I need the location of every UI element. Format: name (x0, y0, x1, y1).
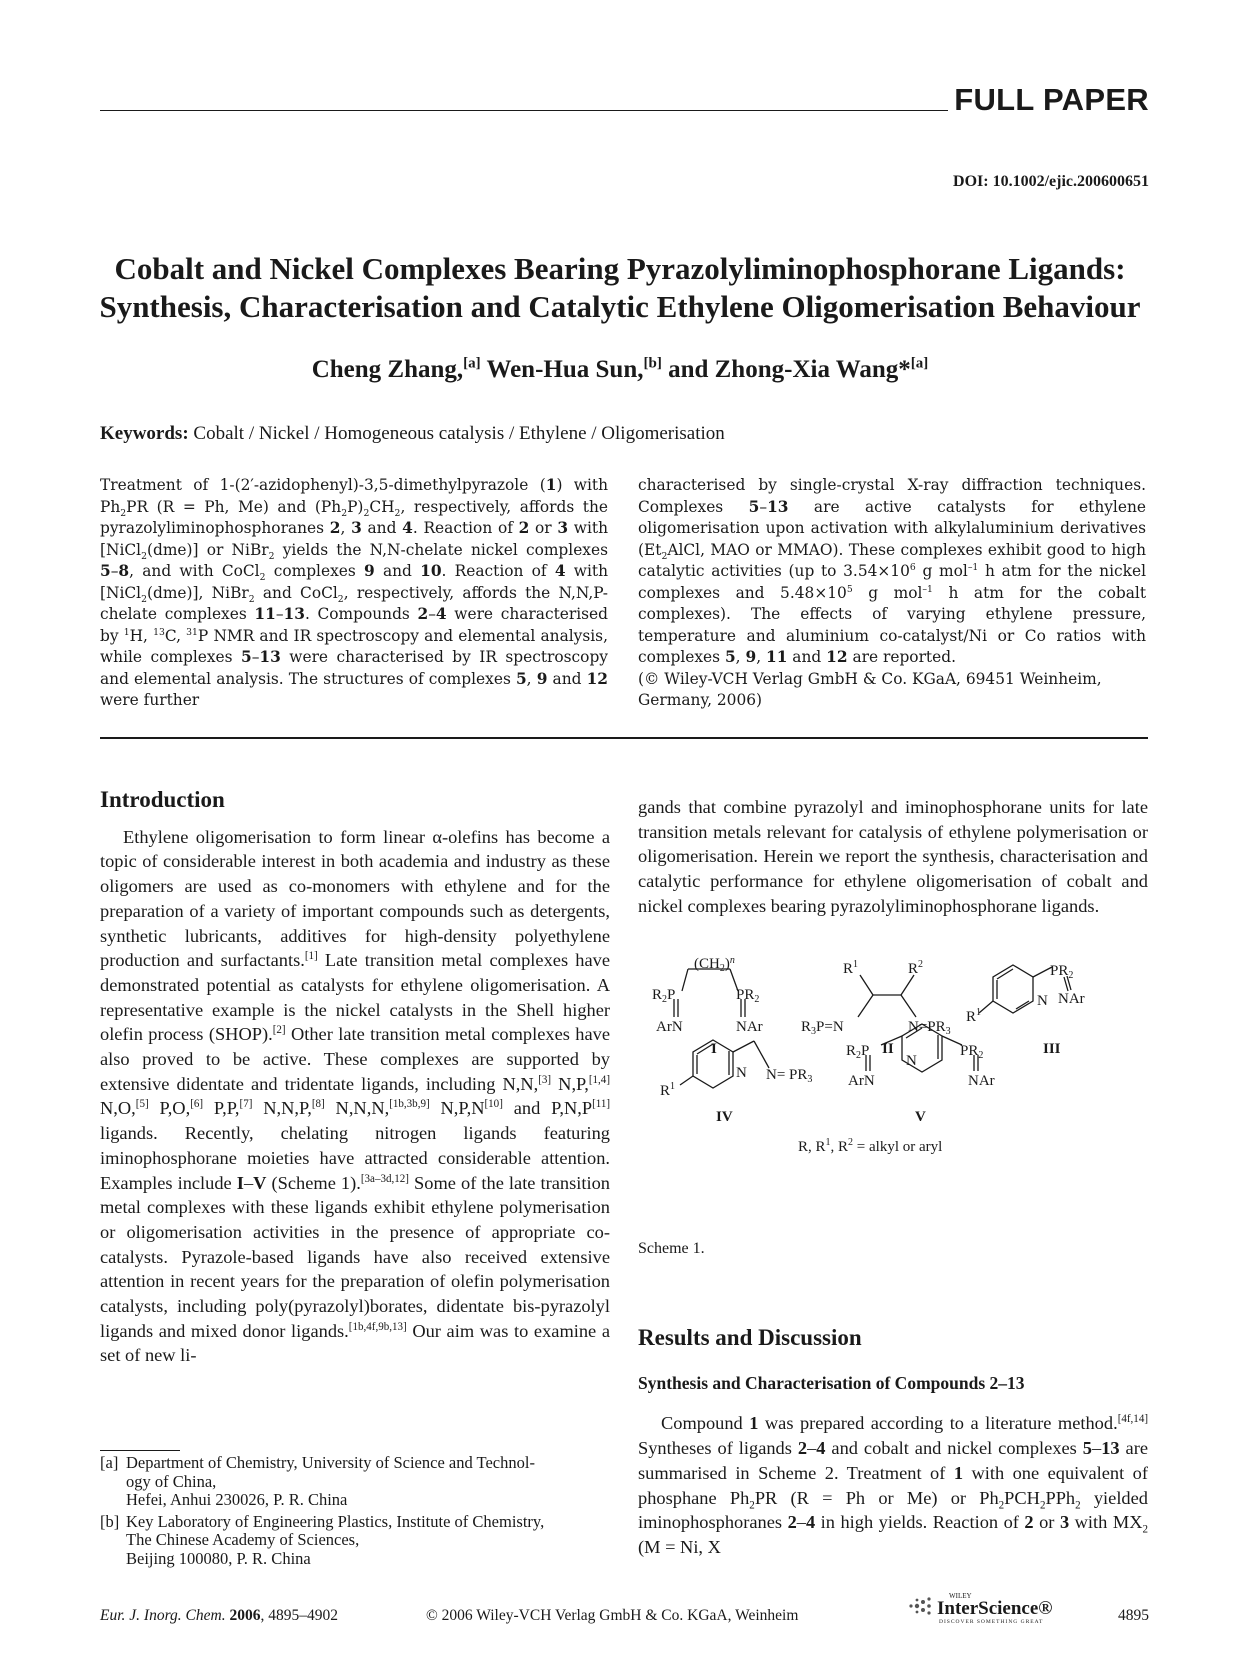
scheme-III-pr2: $PR_2$ (1050, 963, 1074, 981)
scheme-caption: Scheme 1. (638, 1240, 705, 1257)
scheme-I-nar: NAr (736, 1019, 763, 1035)
author-2: Wen-Hua Sun, (486, 356, 644, 383)
header-rule (100, 110, 948, 111)
interscience-logo (907, 1592, 1067, 1631)
scheme-IV-npr3: $N= PR_3$ (766, 1067, 813, 1085)
paper-title: Cobalt and Nickel Complexes Bearing Pyrazolyliminophosphorane Ligands: Synthesis, Characterisation and Catalytic Ethylene Oligomerisation Behaviour (99, 251, 1141, 324)
abstract-left: Treatment of 1-(2′-azidophenyl)-3,5-dimethylpyrazole (1) with $Ph_2PR$ (R = Ph, Me) and $(Ph_2P)_2CH_2$, respectively, affords the pyrazolyliminophosphoranes 2, 3 and 4. Reaction of 2 or 3 with [NiCl$_2$(dme)] or NiBr$_2$ yields the N,N-chelate nickel complexes 5–8, and with CoCl$_2$ complexes 9 and 10. Reaction of 4 with [NiCl$_2$(dme)], NiBr$_2$ and CoCl$_2$, respectively, affords the N,N,P-chelate complexes 11–13. Compounds 2–4 were characterised by $^1$H, $^{13}$C, $^{31}$P NMR and IR spectroscopy and elemental analysis, while complexes 5–13 were characterised by IR spectroscopy and elemental analysis. The structures of complexes 5, 9 and 12 were further (100, 476, 609, 709)
scheme-label-II: II (882, 1041, 894, 1057)
scheme-label-III: III (1043, 1041, 1061, 1057)
intro-column: Introduction Ethylene oligomerisation to form linear α-olefins has become a topic of considerable interest in both academia and industry as these oligomers are used as co-monomers with ethylene and for the preparation of a variety of important compounds such as detergents, synthetic lubricants, additives for high-density polyethylene production and surfactants.[1] Late transition metal complexes have demonstrated potential as catalysts for ethylene oligomerisation. A representative example is the nickel catalysts in the Shell higher olefin process (SHOP).[2] Other late transition metal complexes have also proved to be active. These complexes are supported by extensive didentate and tridentate ligands, including N,N,[3] N,P,[1,4] N,O,[5] P,O,[6] P,P,[7] N,N,P,[8] N,N,N,[1b,3b,9] N,P,N[10] and P,N,P[11] ligands. Recently, chelating nitrogen ligands featuring iminophosphorane moieties have attracted considerable attention. Examples include I–V (Scheme 1).[3a–3d,12] Some of the late transition metal complexes with these ligands exhibit ethylene polymerisation or oligomerisation activities in the presence of appropriate co-catalysts. Pyrazole-based ligands have also received extensive attention in recent years for the preparation of olefin polymerisation catalysts, including poly(pyrazolyl)borates, didentate bis-pyrazolyl ligands and mixed donor ligands.[1b,4f,9b,13] Our aim was to examine a set of new li- (100, 787, 611, 1366)
scheme-V-nar: NAr (968, 1073, 995, 1089)
affiliation-a: [a] Department of Chemistry, University of Science and Technol- ogy of China, Hefei, Anhui 230026, P. R. China (100, 1453, 535, 1509)
footnote-rule (100, 1450, 180, 1451)
scheme-V-arn: ArN (848, 1073, 875, 1089)
abstract-right: characterised by single-crystal X-ray diffraction techniques. Complexes 5–13 are active catalysts for ethylene oligomerisation upon activation with alkylaluminium derivatives ($Et_2AlCl$, MAO or MMAO). These complexes exhibit good to high catalytic activities (up to $3.54\times 10^6$ g mol$^{-1}$ h atm for the nickel complexes and $5.48\times 10^5$ g mol$^{-1}$ h atm for the cobalt complexes). The effects of varying ethylene pressure, temperature and aluminium co-catalyst/Ni or Co ratios with complexes 5, 9, 11 and 12 are reported. (© Wiley-VCH Verlag GmbH & Co. KGaA, 69451 Weinheim, Germany, 2006) (638, 476, 1147, 709)
scheme-I-pr2: $PR_2$ (736, 987, 760, 1005)
scheme-I-r2p: $R_2P$ (652, 987, 676, 1005)
journal-citation: Eur. J. Inorg. Chem. 2006, 4895–4902 (100, 1607, 338, 1624)
doi[interactable]: DOI: 10.1002/ejic.200600651 (953, 173, 1149, 190)
abstract-rule (100, 737, 1148, 739)
subsection-heading: Synthesis and Characterisation of Compounds 2–13 (638, 1372, 1025, 1393)
scheme-IV-n: N (736, 1065, 747, 1081)
section-heading-introduction: Introduction (100, 787, 225, 812)
scheme-I-ch2n: $(CH_2)^n$ (694, 955, 735, 974)
scheme-I-arn: ArN (656, 1019, 683, 1035)
results-column: Results and Discussion Synthesis and Characterisation of Compounds 2–13 Compound 1 was prepared according to a literature method.[4f,14] Syntheses of ligands 2–4 and cobalt and nickel complexes 5–13 are summarised in Scheme 2. Treatment of 1 with one equivalent of phosphane $Ph_2PR$ (R = Ph or Me) or $Ph_2PCH_2PPh_2$ yielded iminophosphoranes 2–4 in high yields. Reaction of 2 or 3 with $MX_2$ (M = Ni, X (638, 1325, 1149, 1557)
scheme-II-r1: $R^1$ (843, 959, 859, 977)
svg-text:DISCOVER SOMETHING GREAT: DISCOVER SOMETHING GREAT (939, 1619, 1044, 1625)
section-heading-results: Results and Discussion (638, 1325, 862, 1350)
scheme-IV-r1: $R^1$ (660, 1081, 676, 1099)
keywords: Keywords: Cobalt / Nickel / Homogeneous catalysis / Ethylene / Oligomerisation (100, 423, 725, 444)
author-1: Cheng Zhang, (311, 356, 464, 383)
affiliations (100, 1454, 615, 1568)
intro-continued: gands that combine pyrazolyl and iminophosphorane units for late transition metals relevant for catalysis of ethylene polymerisation or oligomerisation. Herein we report the synthesis, characterisation and catalytic performance for ethylene oligomerisation of cobalt and nickel complexes bearing pyrazolyliminophosphorane ligands. (638, 797, 1148, 916)
scheme-label-I: I (711, 1041, 717, 1057)
scheme-II-r3pn: $R_3P=N$ (801, 1019, 844, 1037)
scheme-V-pr2: $PR_2$ (960, 1043, 984, 1061)
scheme-label-IV: IV (716, 1109, 733, 1125)
copyright: © 2006 Wiley-VCH Verlag GmbH & Co. KGaA, Weinheim (426, 1607, 799, 1624)
scheme-footer-note: R, $R^1$, $R^2$ = alkyl or aryl (798, 1137, 943, 1155)
scheme-V-n: N (906, 1053, 917, 1069)
scheme-III-n: N (1037, 993, 1048, 1009)
svg-text:WILEY: WILEY (949, 1592, 972, 1600)
scheme-III-nar: NAr (1058, 991, 1085, 1007)
scheme-II-r2: $R^2$ (908, 959, 924, 977)
authors: Cheng Zhang,[a] Wen-Hua Sun,[b] and Zhong-Xia Wang*[a] (311, 355, 929, 383)
author-3: and Zhong-Xia Wang* (668, 356, 911, 383)
svg-text:InterScience®: InterScience® (937, 1598, 1053, 1619)
scheme-III-r1: $R^1$ (966, 1007, 982, 1025)
scheme-II-npr3: $N=PR_3$ (908, 1019, 951, 1037)
page-number: 4895 (1118, 1607, 1149, 1624)
scheme-1-figure (638, 955, 1148, 1225)
section-label: FULL PAPER (954, 82, 1149, 117)
scheme-label-V: V (915, 1109, 926, 1125)
scheme-V-r2p: $R_2P$ (846, 1043, 870, 1061)
affiliation-b: [b] Key Laboratory of Engineering Plastics, Institute of Chemistry, The Chinese Academy of Sciences, Beijing 100080, P. R. China (100, 1511, 545, 1568)
